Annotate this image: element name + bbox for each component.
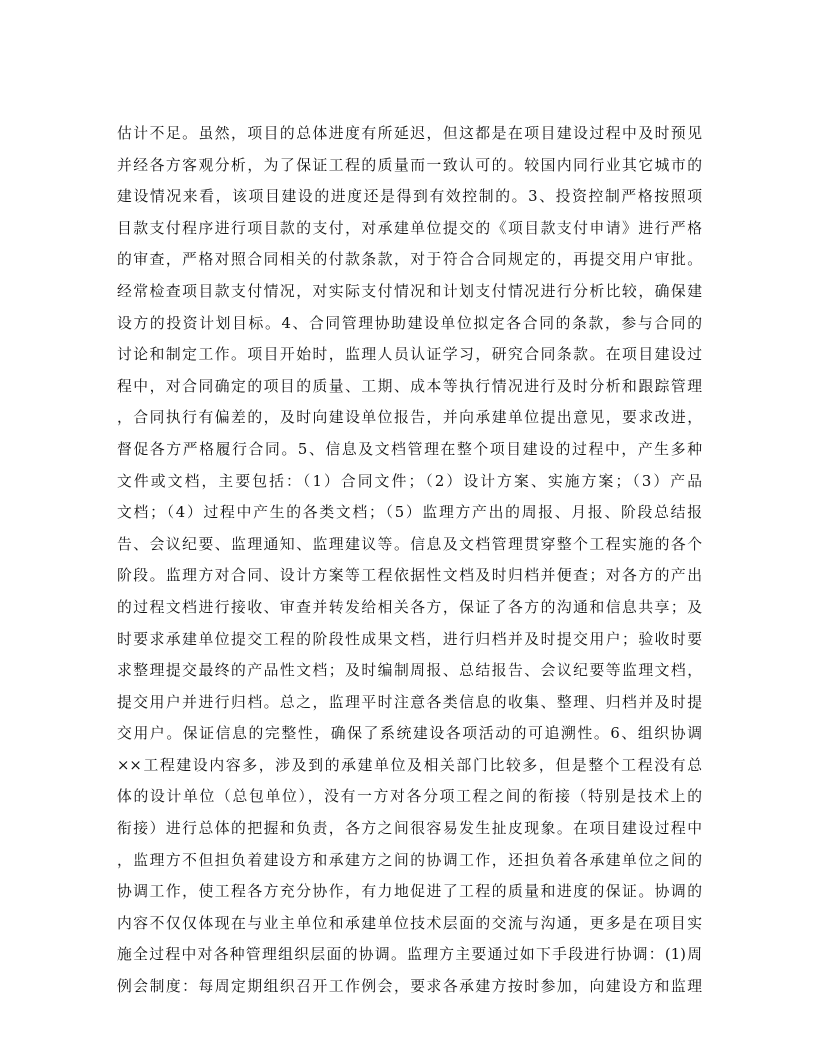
text-line: 体的设计单位（总包单位），没有一方对各分项工程之间的衔接（特别是技术上的 bbox=[117, 788, 702, 806]
text-line: 的审查，严格对照合同相关的付款条款，对于符合合同规定的，再提交用户审批。 bbox=[117, 251, 702, 269]
text-line: 督促各方严格履行合同。5、信息及文档管理在整个项目建设的过程中，产生多种 bbox=[117, 440, 702, 458]
text-line: 估计不足。虽然，项目的总体进度有所延迟，但这都是在项目建设过程中及时预见 bbox=[117, 125, 702, 142]
text-line: ，合同执行有偏差的，及时向建设单位报告，并向承建单位提出意见，要求改进， bbox=[117, 409, 702, 427]
text-line: 告、会议纪要、监理通知、监理建议等。信息及文档管理贯穿整个工程实施的各个 bbox=[117, 535, 702, 553]
text-line: 讨论和制定工作。项目开始时，监理人员认证学习，研究合同条款。在项目建设过 bbox=[117, 346, 702, 364]
text-line: 协调工作，使工程各方充分协作，有力地促进了工程的质量和进度的保证。协调的 bbox=[117, 883, 702, 901]
text-line: 目款支付程序进行项目款的支付，对承建单位提交的《项目款支付申请》进行严格 bbox=[117, 219, 702, 237]
text-line: 文档；（4）过程中产生的各类文档；（5）监理方产出的周报、月报、阶段总结报 bbox=[117, 504, 702, 522]
text-line: ××工程建设内容多，涉及到的承建单位及相关部门比较多，但是整个工程没有总 bbox=[117, 756, 702, 774]
text-line: 建设情况来看，该项目建设的进度还是得到有效控制的。3、投资控制严格按照项 bbox=[117, 188, 702, 206]
text-line: 设方的投资计划目标。4、合同管理协助建设单位拟定各合同的条款，参与合同的 bbox=[117, 314, 702, 332]
text-line: 时要求承建单位提交工程的阶段性成果文档，进行归档并及时提交用户；验收时要 bbox=[117, 630, 702, 648]
text-line: 交用户。保证信息的完整性，确保了系统建设各项活动的可追溯性。6、组织协调 bbox=[117, 725, 702, 743]
text-line: 施全过程中对各种管理组织层面的协调。监理方主要通过如下手段进行协调：(1)周 bbox=[117, 946, 702, 964]
text-line: 求整理提交最终的产品性文档；及时编制周报、总结报告、会议纪要等监理文档， bbox=[117, 662, 702, 680]
text-line: ，监理方不但担负着建设方和承建方之间的协调工作，还担负着各承建单位之间的 bbox=[117, 851, 702, 869]
body-text bbox=[117, 118, 702, 1003]
text-line: 衔接）进行总体的把握和负责，各方之间很容易发生扯皮现象。在项目建设过程中 bbox=[117, 820, 702, 838]
text-line: 内容不仅仅体现在与业主单位和承建单位技术层面的交流与沟通，更多是在项目实 bbox=[117, 914, 702, 932]
text-line: 阶段。监理方对合同、设计方案等工程依据性文档及时归档并便查；对各方的产出 bbox=[117, 567, 702, 585]
text-line: 例会制度：每周定期组织召开工作例会，要求各承建方按时参加，向建设方和监理 bbox=[117, 978, 702, 996]
text-line: 程中，对合同确定的项目的质量、工期、成本等执行情况进行及时分析和跟踪管理 bbox=[117, 377, 702, 395]
text-line: 文件或文档，主要包括：（1）合同文件；（2）设计方案、实施方案；（3）产品 bbox=[117, 472, 702, 490]
text-line: 提交用户并进行归档。总之，监理平时注意各类信息的收集、整理、归档并及时提 bbox=[117, 693, 702, 711]
text-line: 经常检查项目款支付情况，对实际支付情况和计划支付情况进行分析比较，确保建 bbox=[117, 282, 702, 300]
text-line: 并经各方客观分析，为了保证工程的质量而一致认可的。较国内同行业其它城市的 bbox=[117, 156, 702, 174]
text-line: 的过程文档进行接收、审查并转发给相关各方，保证了各方的沟通和信息共享；及 bbox=[117, 598, 702, 616]
